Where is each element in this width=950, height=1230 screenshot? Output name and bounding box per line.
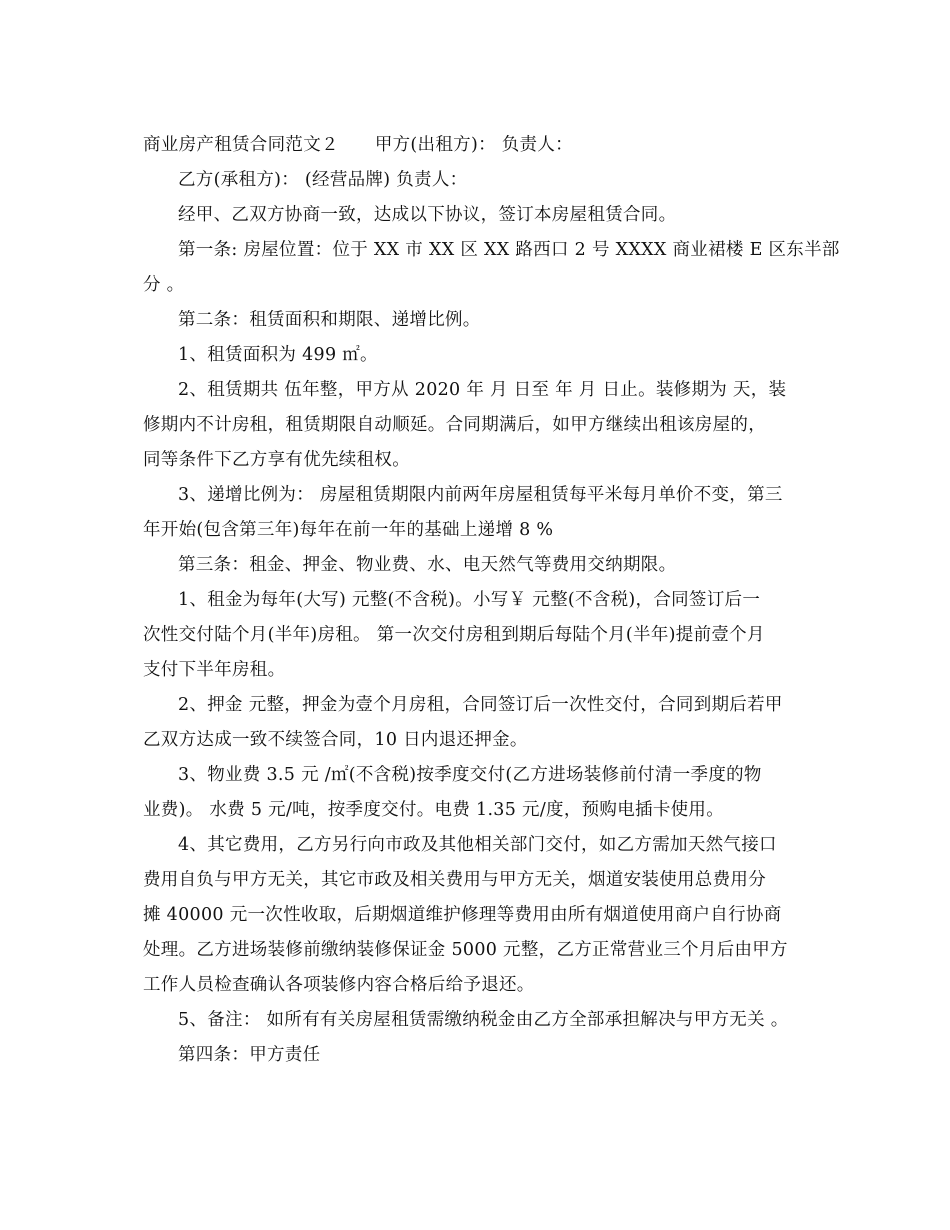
party-a-line: 甲方(出租方)： 负责人： (374, 135, 573, 155)
article-2-item-3-line-1: 3、递增比例为： 房屋租赁期限内前两年房屋租赁每平米每月单价不变，第三 (178, 485, 783, 505)
article-3-title: 第三条：租金、押金、物业费、水、电天然气等费用交纳期限。 (178, 555, 677, 575)
article-3-item-2-line-1: 2、押金 元整，押金为壹个月房租，合同签订后一次性交付，合同到期后若甲 (178, 695, 783, 715)
article-3-item-3-line-2: 业费)。 水费 5 元/吨，按季度交付。电费 1.35 元/度，预购电插卡使用。 (143, 800, 725, 820)
article-3-item-1-line-3: 支付下半年房租。 (143, 660, 286, 680)
article-3-item-4-line-5: 工作人员检查确认各项装修内容合格后给予退还。 (143, 975, 535, 995)
article-3-item-4-line-1: 4、其它费用，乙方另行向市政及其他相关部门交付，如乙方需加天然气接口 (178, 835, 777, 855)
article-3-item-3-line-1: 3、物业费 3.5 元 /㎡(不含税)按季度交付(乙方进场装修前付清一季度的物 (178, 765, 762, 785)
article-3-item-1-line-1: 1、租金为每年(大写) 元整(不含税)。小写￥ 元整(不含税)，合同签订后一 (178, 590, 761, 610)
article-1-line-1: 第一条: 房屋位置：位于 XX 市 XX 区 XX 路西口 2 号 XXXX 商业裙楼 E 区东半部 (178, 240, 840, 260)
document-title: 商业房产租赁合同范文２ (143, 135, 339, 155)
article-1-line-2: 分 。 (143, 275, 185, 295)
party-b-line: 乙方(承租方)： (经营品牌) 负责人： (178, 170, 468, 190)
intro-paragraph: 经甲、乙双方协商一致，达成以下协议，签订本房屋租赁合同。 (178, 205, 677, 225)
article-2-title: 第二条：租赁面积和期限、递增比例。 (178, 310, 481, 330)
article-3-item-1-line-2: 次性交付陆个月(半年)房租。 第一次交付房租到期后每陆个月(半年)提前壹个月 (143, 625, 765, 645)
article-2-item-2-line-1: 2、租赁期共 伍年整，甲方从 2020 年 月 日至 年 月 日止。装修期为 天，装 (178, 380, 787, 400)
contract-body (143, 128, 840, 1073)
header-line (143, 128, 818, 163)
article-4-title: 第四条：甲方责任 (178, 1045, 321, 1065)
article-3-item-4-line-3: 摊 40000 元一次性收取，后期烟道维护修理等费用由所有烟道使用商户自行协商 (143, 905, 782, 925)
article-2-item-3-line-2: 年开始(包含第三年)每年在前一年的基础上递增 8 % (143, 520, 554, 540)
article-3-item-2-line-2: 乙双方达成一致不续签合同，10 日内退还押金。 (143, 730, 528, 750)
article-2-item-2-line-3: 同等条件下乙方享有优先续租权。 (143, 450, 410, 470)
article-3-item-5: 5、备注： 如所有有关房屋租赁需缴纳税金由乙方全部承担解决与甲方无关 。 (178, 1010, 789, 1030)
article-2-item-2-line-2: 修期内不计房租，租赁期限自动顺延。合同期满后，如甲方继续出租该房屋的， (143, 415, 766, 435)
article-3-item-4-line-2: 费用自负与甲方无关，其它市政及相关费用与甲方无关，烟道安装使用总费用分 (143, 870, 766, 890)
article-2-item-1: 1、租赁面积为 499 ㎡。 (178, 345, 378, 365)
article-3-item-4-line-4: 处理。乙方进场装修前缴纳装修保证金 5000 元整，乙方正常营业三个月后由甲方 (143, 940, 788, 960)
